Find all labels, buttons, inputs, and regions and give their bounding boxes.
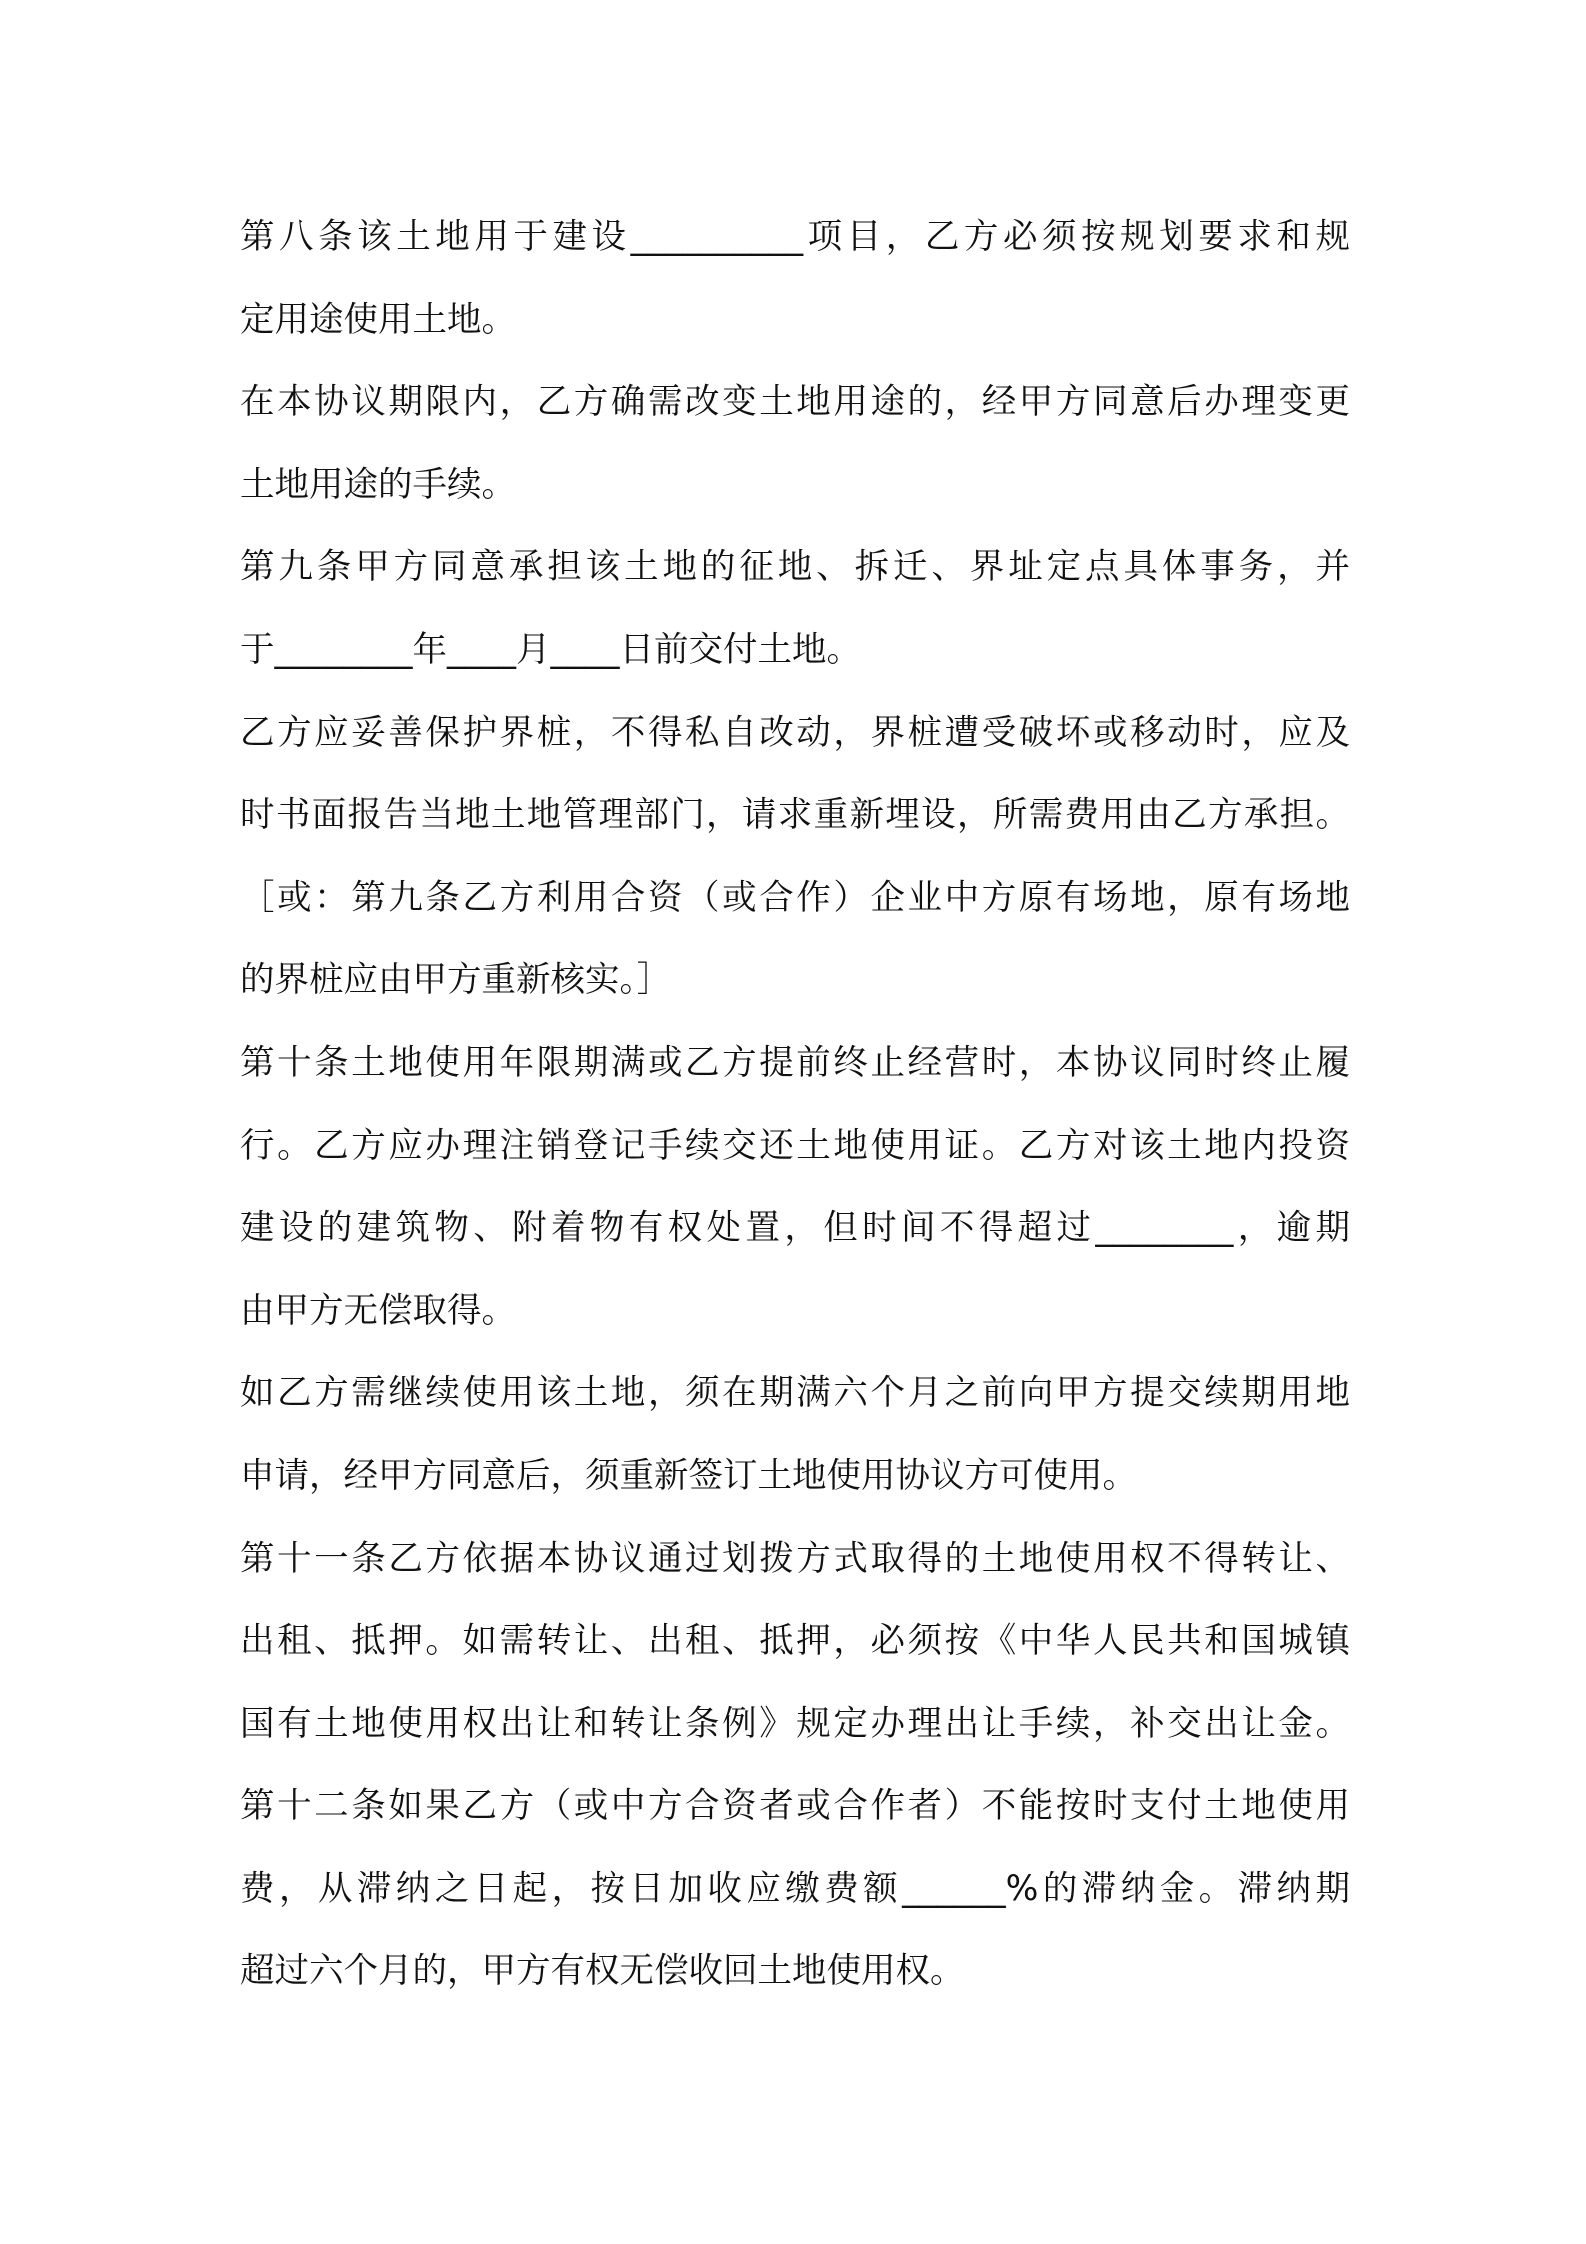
text-line: 的界桩应由甲方重新核实。］	[240, 960, 672, 1001]
text-line: 由甲方无偿取得。	[240, 1290, 516, 1331]
text-line: 时书面报告当地土地管理部门，请求重新埋设，所需费用由乙方承担。	[240, 795, 1350, 836]
text-line: 第十条土地使用年限期满或乙方提前终止经营时，本协议同时终止履	[240, 1042, 1350, 1083]
text-line: 定用途使用土地。	[240, 299, 516, 340]
text-line: 国有土地使用权出让和转让条例》规定办理出让手续，补交出让金。	[240, 1703, 1350, 1744]
text-line: 土地用途的手续。	[240, 464, 516, 505]
text-line: 于________年____月____日前交付土地。	[240, 629, 861, 670]
text-line: 出租、抵押。如需转让、出租、抵押，必须按《中华人民共和国城镇	[240, 1621, 1350, 1662]
text-line: 建设的建筑物、附着物有权处置，但时间不得超过________，逾期	[240, 1208, 1350, 1249]
text-line: 第十二条如果乙方（或中方合资者或合作者）不能按时支付土地使用	[240, 1786, 1350, 1827]
text-line: 申请，经甲方同意后，须重新签订土地使用协议方可使用。	[240, 1455, 1137, 1496]
text-line: 第十一条乙方依据本协议通过划拨方式取得的土地使用权不得转让、	[240, 1538, 1350, 1579]
text-line: 第九条甲方同意承担该土地的征地、拆迁、界址定点具体事务，并	[240, 547, 1350, 588]
text-line: 如乙方需继续使用该土地，须在期满六个月之前向甲方提交续期用地	[240, 1373, 1350, 1414]
text-line: ［或：第九条乙方利用合资（或合作）企业中方原有场地，原有场地	[240, 877, 1350, 918]
text-line: 超过六个月的，甲方有权无偿收回土地使用权。	[240, 1951, 965, 1992]
text-line: 费，从滞纳之日起，按日加收应缴费额______%的滞纳金。滞纳期	[240, 1868, 1350, 1909]
text-line: 行。乙方应办理注销登记手续交还土地使用证。乙方对该土地内投资	[240, 1125, 1350, 1166]
document-body	[240, 196, 1350, 2013]
text-line: 乙方应妥善保护界桩，不得私自改动，界桩遭受破坏或移动时，应及	[240, 712, 1350, 753]
text-line: 在本协议期限内，乙方确需改变土地用途的，经甲方同意后办理变更	[240, 382, 1350, 423]
text-line: 第八条该土地用于建设__________项目，乙方必须按规划要求和规	[240, 217, 1350, 257]
